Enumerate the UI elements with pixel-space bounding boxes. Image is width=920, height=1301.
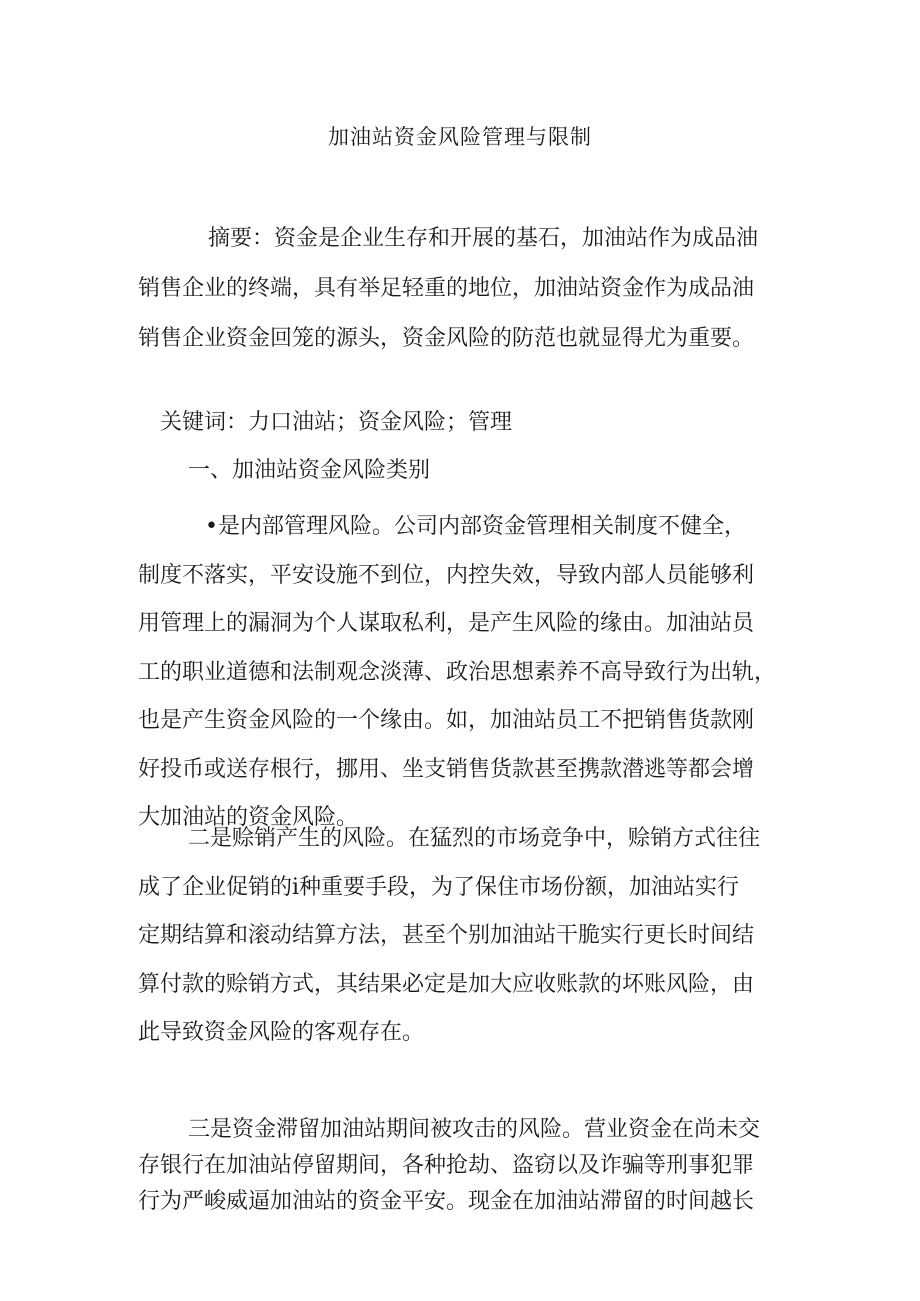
paragraph-line: 成了企业促销的i种重要手段，为了保住市场份额，加油站实行 — [138, 874, 740, 900]
paragraph-line: 定期结算和滚动结算方法，甚至个别加油站干脆实行更长时间结 — [138, 923, 755, 948]
paragraph-line: 制度不落实，平安设施不到位，内控失效，导致内部人员能够利 — [138, 562, 755, 588]
section-heading-text: 一、加油站资金风险类别 — [188, 458, 431, 483]
paragraph-line: 大加油站的资金风险。 — [138, 805, 359, 830]
keywords-line — [138, 408, 788, 438]
body-paragraph-3 — [138, 1112, 788, 1220]
paragraph-line: •是内部管理风险。公司内部资金管理相关制度不健全， — [205, 514, 746, 539]
paragraph-line: 工的职业道德和法制观念淡薄、政治思想素养不高导致行为出轨， — [138, 659, 777, 685]
body-paragraph-1 — [138, 503, 788, 843]
paragraph-line: 二是赊销产生的风险。在猛烈的市场竞争中，赊销方式往往 — [188, 826, 761, 851]
abstract-paragraph — [138, 214, 788, 364]
paragraph-line: 好投币或送存根行，挪用、坐支销售货款甚至携款潜逃等都会增 — [138, 756, 755, 782]
keywords-text: 关键词：力口油站；资金风险；管理 — [160, 410, 513, 435]
paragraph-line: 三是资金滞留加油站期间被攻击的风险。营业资金在尚未交 — [188, 1117, 761, 1142]
section-heading — [138, 456, 788, 486]
paragraph-line: 算付款的赊销方式，其结果必定是加大应收账款的坏账风险，由 — [138, 971, 755, 997]
paragraph-line: 存银行在加油站停留期间，各种抢劫、盗窃以及诈骗等刑事犯罪 — [138, 1153, 755, 1178]
abstract-line: 销售企业的终端，具有举足轻重的地位，加油站资金作为成品油 — [138, 276, 755, 301]
paragraph-line: 此导致资金风险的客观存在。 — [138, 1020, 425, 1045]
paragraph-line: 用管理上的漏洞为个人谋取私利，是产生风险的缘由。加油站员 — [138, 611, 755, 636]
paragraph-line: 也是产生资金风险的一个缘由。如，加油站员工不把销售货款刚 — [138, 708, 755, 733]
paragraph-line: 行为严峻威逼加油站的资金平安。现金在加油站滞留的时间越长 — [138, 1189, 755, 1214]
document-title: 加油站资金风险管理与限制 — [328, 125, 592, 149]
body-paragraph-2 — [138, 815, 788, 1058]
abstract-line: 摘要：资金是企业生存和开展的基石，加油站作为成品油 — [208, 226, 759, 251]
abstract-line: 销售企业资金回笼的源头，资金风险的防范也就显得尤为重要。 — [138, 326, 755, 351]
